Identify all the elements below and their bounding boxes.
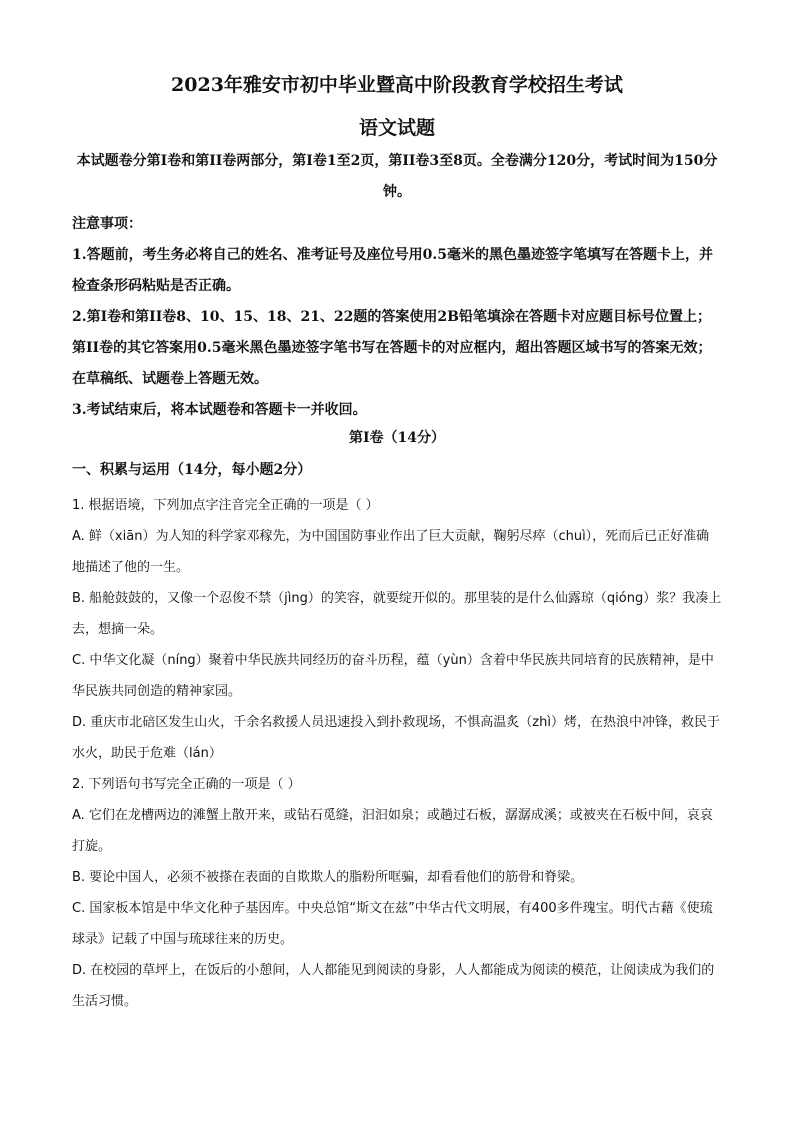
question-1-option-c: C. 中华文化凝（níng）聚着中华民族共同经历的奋斗历程，蕴（yùn）含着中华民族共同培育的民族精神，是中华民族共同创造的精神家园。 — [72, 653, 714, 699]
exam-intro: 本试题卷分第Ⅰ卷和第II卷两部分，第Ⅰ卷1至2页，第II卷3至8页。全卷满分120分，考试时间为150分钟。 — [76, 153, 718, 200]
note-item-3: 3.考试结束后，将本试题卷和答题卡一并收回。 — [72, 402, 367, 418]
subject-title: 语文试题 — [358, 117, 435, 139]
question-1-stem: 1. 根据语境，下列加点字注音完全正确的一项是（ ） — [72, 498, 379, 513]
notes-section — [72, 209, 722, 426]
question-2-option-c: C. 国家板本馆是中华文化种子基因库。中央总馆“斯文在兹”中华古代文明展，有400多件瑰宝。明代古藉《使琉球录》记载了中国与琉球往来的历史。 — [72, 901, 713, 947]
note-item-1: 1.答题前，考生务必将自己的姓名、准考证号及座位号用0.5毫米的黑色墨迹签字笔填写在答题卡上，并检查条形码粘贴是否正确。 — [72, 247, 713, 294]
exam-title: 2023年雅安市初中毕业暨高中阶段教育学校招生考试 — [171, 74, 623, 96]
question-2-option-b: B. 要论中国人，必须不被搽在表面的自欺欺人的脂粉所哐骗，却看看他们的筋骨和脊梁。 — [72, 870, 584, 885]
part-title: 一、积累与运用（14分，每小题2分） — [72, 462, 312, 478]
question-2-option-d: D. 在校园的草坪上，在饭后的小憩间，人人都能见到阅读的身影，人人都能成为阅读的模范，让阅读成为我们的生活习惯。 — [72, 963, 715, 1009]
question-1-option-a: A. 鲜（xiān）为人知的科学家邓稼先，为中国国防事业作出了巨大贡献，鞠躬尽瘁（chuì），死而后已正好准确地描述了他的一生。 — [72, 529, 710, 575]
question-2-stem: 2. 下列语句书写完全正确的一项是（ ） — [72, 777, 301, 792]
question-1-option-d: D. 重庆市北碚区发生山火，千余名救援人员迅速投入到扑救现场，不惧高温炙（zhì）烤，在热浪中冲锋，救民于水火，助民于危难（lán） — [72, 715, 720, 761]
questions — [72, 490, 722, 1017]
question-1-option-b: B. 船舱鼓鼓的，又像一个忍俊不禁（jìng）的笑容，就要绽开似的。那里装的是什么仙露琼（qióng）浆？我凑上去，想摘一朵。 — [72, 591, 722, 637]
question-2-option-a: A. 它们在龙槽两边的滩蟹上散开来，或钻石觅缝，汩汩如泉；或趟过石板，潺潺成溪；或被夹在石板中间，哀哀打旋。 — [72, 808, 713, 854]
note-item-2: 2.第Ⅰ卷和第II卷8、10、15、18、21、22题的答案使用2B铅笔填涂在答题卡对应题目标号位置上；第II卷的其它答案用0.5毫米黑色墨迹签字笔书写在答题卡的对应框内，超出答题区域书写的答案无效；在草稿纸、试题卷上答题无效。 — [72, 309, 712, 387]
section-title: 第Ⅰ卷（14分） — [348, 430, 446, 446]
notes-heading: 注意事项： — [72, 216, 142, 232]
